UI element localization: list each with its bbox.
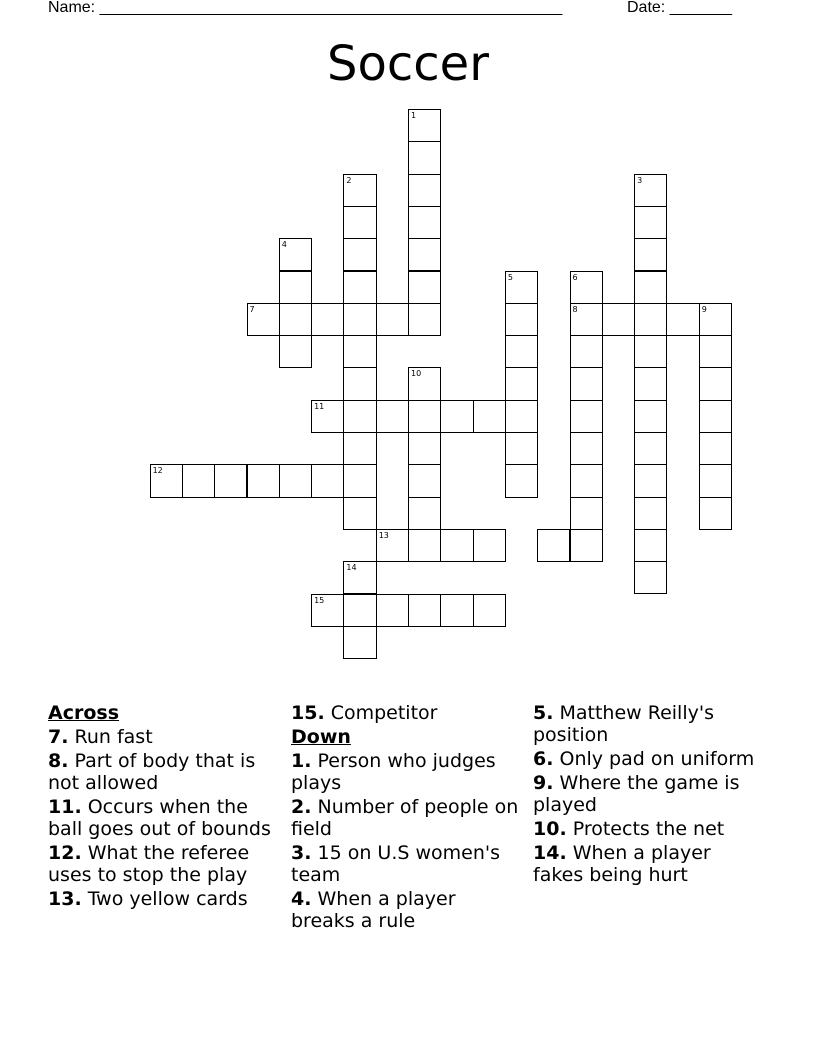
crossword-cell[interactable] — [570, 497, 603, 530]
crossword-cell[interactable] — [634, 464, 667, 497]
across-clue-11 — [48, 796, 278, 840]
crossword-cell[interactable] — [634, 271, 667, 304]
cell-number: 6 — [572, 272, 578, 282]
crossword-cell[interactable] — [214, 464, 247, 497]
crossword-cell[interactable] — [473, 594, 506, 627]
clue-number: 15. — [291, 702, 325, 724]
crossword-cell[interactable] — [570, 400, 603, 433]
crossword-cell[interactable] — [699, 432, 732, 465]
clue-number: 8. — [48, 750, 69, 772]
cell-number: 7 — [249, 304, 255, 314]
down-heading: Down — [291, 726, 351, 748]
cell-number: 1 — [411, 111, 417, 120]
clue-number: 10. — [533, 818, 567, 840]
clue-number: 13. — [48, 888, 82, 910]
clue-number: 4. — [291, 888, 312, 910]
crossword-cell[interactable] — [343, 174, 376, 207]
crossword-cell[interactable] — [634, 238, 667, 271]
crossword-cell[interactable] — [247, 464, 280, 497]
crossword-cell[interactable] — [440, 400, 473, 433]
across-clue-8 — [48, 750, 278, 794]
crossword-cell[interactable] — [634, 497, 667, 530]
crossword-cell[interactable] — [150, 464, 183, 497]
cell-number: 11 — [314, 401, 325, 411]
crossword-cell[interactable] — [505, 335, 538, 368]
clue-number: 6. — [533, 748, 554, 770]
crossword-cell[interactable] — [311, 464, 344, 497]
crossword-cell[interactable] — [408, 238, 441, 271]
crossword-cell[interactable] — [343, 400, 376, 433]
crossword-cell[interactable] — [570, 335, 603, 368]
clue-text: Part of body that is not allowed — [48, 750, 256, 794]
crossword-cell[interactable] — [408, 109, 441, 142]
crossword-cell[interactable] — [634, 206, 667, 239]
crossword-cell[interactable] — [634, 400, 667, 433]
crossword-cell[interactable] — [343, 206, 376, 239]
clue-text: Two yellow cards — [81, 888, 248, 910]
crossword-cell[interactable] — [699, 464, 732, 497]
down-clue-14 — [533, 842, 763, 886]
across-clue-13 — [48, 888, 278, 910]
crossword-cell[interactable] — [634, 561, 667, 594]
crossword-cell[interactable] — [505, 271, 538, 304]
cell-number: 5 — [507, 272, 513, 282]
crossword-cell[interactable] — [570, 529, 603, 562]
cell-number: 3 — [637, 175, 643, 185]
crossword-cell[interactable] — [408, 206, 441, 239]
page-title: Soccer — [327, 36, 489, 92]
crossword-cell[interactable] — [634, 303, 667, 336]
crossword-cell[interactable] — [343, 497, 376, 530]
crossword-cell[interactable] — [376, 594, 409, 627]
crossword-cell[interactable] — [408, 174, 441, 207]
crossword-cell[interactable] — [247, 303, 280, 336]
crossword-cell[interactable] — [343, 561, 376, 594]
crossword-cell[interactable] — [279, 335, 312, 368]
crossword-cell[interactable] — [408, 464, 441, 497]
crossword-cell[interactable] — [343, 626, 376, 659]
crossword-cell[interactable] — [699, 367, 732, 400]
crossword-cell[interactable] — [440, 594, 473, 627]
down-clue-4 — [291, 888, 521, 932]
cell-number: 8 — [572, 304, 578, 314]
down-clue-2 — [291, 796, 521, 840]
down-clue-6 — [533, 748, 763, 770]
crossword-cell[interactable] — [311, 594, 344, 627]
crossword-cell[interactable] — [343, 303, 376, 336]
clue-column-3 — [533, 702, 763, 888]
crossword-cell[interactable] — [699, 303, 732, 336]
crossword-cell[interactable] — [343, 432, 376, 465]
crossword-cell[interactable] — [473, 400, 506, 433]
clue-number: 14. — [533, 842, 567, 864]
down-clue-10 — [533, 818, 763, 840]
clue-text: Run fast — [68, 726, 153, 748]
crossword-cell[interactable] — [343, 594, 376, 627]
clue-column-2 — [291, 702, 521, 934]
crossword-cell[interactable] — [440, 529, 473, 562]
down-clue-9 — [533, 772, 763, 816]
clue-text: When a player fakes being hurt — [533, 842, 711, 886]
crossword-cell[interactable] — [408, 432, 441, 465]
crossword-cell[interactable] — [311, 303, 344, 336]
clue-text: When a player breaks a rule — [291, 888, 456, 932]
clue-text: Number of people on field — [291, 796, 519, 840]
crossword-cell[interactable] — [699, 335, 732, 368]
clue-text: What the referee uses to stop the play — [48, 842, 250, 886]
crossword-cell[interactable] — [343, 271, 376, 304]
crossword-cell[interactable] — [408, 271, 441, 304]
crossword-cell[interactable] — [570, 303, 603, 336]
clue-text: 15 on U.S women's team — [291, 842, 500, 886]
crossword-cell[interactable] — [699, 497, 732, 530]
crossword-cell[interactable] — [699, 400, 732, 433]
cell-number: 9 — [701, 304, 707, 314]
clue-text: Occurs when the ball goes out of bounds — [48, 796, 271, 840]
crossword-cell[interactable] — [408, 529, 441, 562]
clue-number: 9. — [533, 772, 554, 794]
crossword-cell[interactable] — [634, 335, 667, 368]
crossword-cell[interactable] — [279, 238, 312, 271]
crossword-cell[interactable] — [634, 432, 667, 465]
crossword-cell[interactable] — [408, 400, 441, 433]
clue-text: Matthew Reilly's position — [533, 702, 714, 746]
crossword-cell[interactable] — [376, 303, 409, 336]
crossword-cell[interactable] — [408, 141, 441, 174]
crossword-cell[interactable] — [343, 238, 376, 271]
crossword-cell[interactable] — [634, 174, 667, 207]
down-clue-5 — [533, 702, 763, 746]
crossword-cell[interactable] — [376, 529, 409, 562]
cell-number: 4 — [281, 240, 287, 250]
crossword-cell[interactable] — [570, 367, 603, 400]
crossword-cell[interactable] — [408, 594, 441, 627]
crossword-cell[interactable] — [343, 335, 376, 368]
clue-column-1 — [48, 702, 278, 912]
across-heading: Across — [48, 702, 120, 724]
crossword-cell[interactable] — [505, 303, 538, 336]
crossword-cell[interactable] — [408, 367, 441, 400]
cell-number: 2 — [346, 175, 352, 185]
crossword-cell[interactable] — [602, 303, 635, 336]
crossword-cell[interactable] — [408, 497, 441, 530]
crossword-cell[interactable] — [570, 271, 603, 304]
crossword-cell[interactable] — [343, 367, 376, 400]
cell-number: 10 — [411, 369, 422, 379]
clue-number: 5. — [533, 702, 554, 724]
across-clue-7 — [48, 726, 278, 748]
crossword-cell[interactable] — [408, 303, 441, 336]
crossword-cell[interactable] — [376, 400, 409, 433]
clue-number: 7. — [48, 726, 69, 748]
crossword-cell[interactable] — [570, 464, 603, 497]
across-clue-15 — [291, 702, 521, 724]
across-clue-12 — [48, 842, 278, 886]
crossword-cell[interactable] — [537, 529, 570, 562]
crossword-cell[interactable] — [182, 464, 215, 497]
crossword-cell[interactable] — [473, 529, 506, 562]
clue-text: Protects the net — [566, 818, 725, 840]
cell-number: 12 — [152, 466, 163, 476]
clue-text: Competitor — [324, 702, 438, 724]
crossword-cell[interactable] — [505, 400, 538, 433]
clue-text: Only pad on uniform — [553, 748, 755, 770]
cell-number: 13 — [378, 530, 389, 540]
crossword-cell[interactable] — [279, 271, 312, 304]
crossword-cell[interactable] — [634, 367, 667, 400]
down-clue-1 — [291, 750, 521, 794]
down-clue-3 — [291, 842, 521, 886]
crossword-cell[interactable] — [666, 303, 699, 336]
clue-number: 1. — [291, 750, 312, 772]
cell-number: 14 — [346, 563, 357, 573]
date-field-label: Date: _______ — [627, 0, 732, 16]
clue-number: 12. — [48, 842, 82, 864]
crossword-cell[interactable] — [570, 432, 603, 465]
crossword-cell[interactable] — [505, 464, 538, 497]
name-field-label: Name: ____________________________________________________ — [48, 0, 563, 16]
clue-number: 2. — [291, 796, 312, 818]
crossword-cell[interactable] — [505, 367, 538, 400]
cell-number: 15 — [314, 595, 325, 605]
crossword-cell[interactable] — [279, 303, 312, 336]
crossword-cell[interactable] — [279, 464, 312, 497]
clue-text: Where the game is played — [533, 772, 740, 816]
clue-text: Person who judges plays — [291, 750, 496, 794]
crossword-cell[interactable] — [311, 400, 344, 433]
crossword-cell[interactable] — [505, 432, 538, 465]
clue-number: 3. — [291, 842, 312, 864]
crossword-cell[interactable] — [343, 464, 376, 497]
clue-number: 11. — [48, 796, 82, 818]
crossword-cell[interactable] — [634, 529, 667, 562]
